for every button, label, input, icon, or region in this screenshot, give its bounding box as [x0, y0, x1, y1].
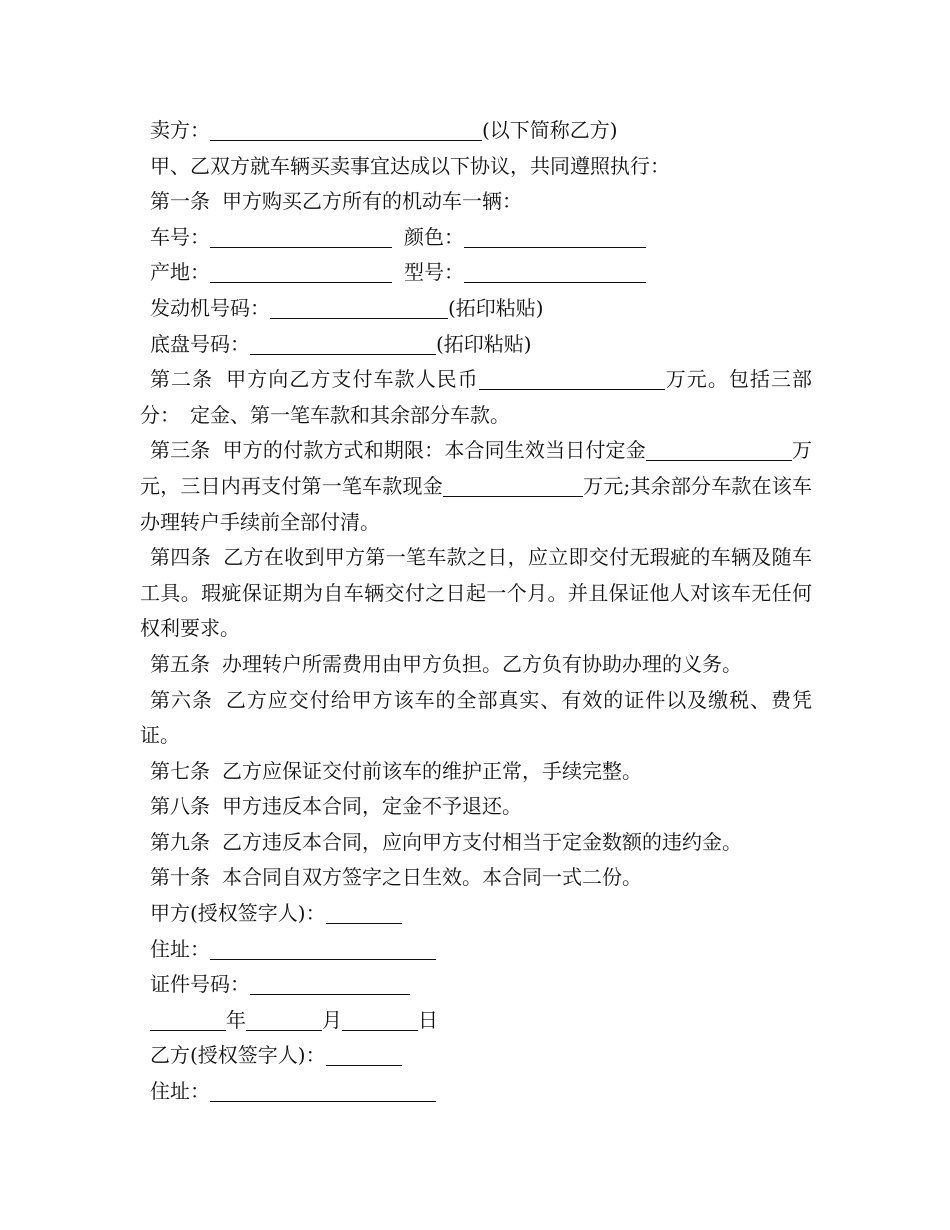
article-3-text-a: 甲方的付款方式和期限：本合同生效当日付定金 [222, 438, 646, 463]
origin-label: 产地： [150, 260, 210, 285]
article-8-title: 第八条 [150, 794, 210, 819]
article-9 [140, 825, 812, 861]
article-3-text-c: 万元;其余部分车款在该车办理转户手续前全部付清。 [140, 473, 812, 534]
party-a-address-line [140, 932, 812, 968]
year-label: 年 [226, 1007, 246, 1032]
origin-model-line [140, 255, 812, 291]
article-1-title: 第一条 [150, 189, 210, 214]
article-1 [140, 184, 812, 220]
party-a-sign-blank [326, 901, 402, 924]
seller-label: 卖方： [150, 118, 210, 142]
price-blank [479, 367, 665, 390]
article-10-text: 本合同自双方签字之日生效。本合同一式二份。 [222, 865, 642, 890]
chassis-label: 底盘号码： [150, 331, 250, 356]
article-4-text: 乙方在收到甲方第一笔车款之日，应立即交付无瑕疵的车辆及随车工具。瑕疵保证期为自车辆交付之日起一个月。并且保证他人对该车无任何权利要求。 [140, 545, 812, 641]
engine-label: 发动机号码： [150, 295, 270, 320]
day-label: 日 [418, 1007, 438, 1032]
chassis-suffix: (拓印粘贴) [436, 331, 532, 356]
article-6-title: 第六条 [150, 687, 213, 712]
engine-line [140, 291, 812, 327]
engine-blank [270, 296, 448, 319]
article-9-text: 乙方违反本合同，应向甲方支付相当于定金数额的违约金。 [222, 829, 742, 854]
intro-line: 甲、乙双方就车辆买卖事宜达成以下协议，共同遵照执行： [150, 153, 670, 178]
date-line [140, 1003, 812, 1039]
deposit-blank [646, 438, 776, 461]
model-blank [464, 260, 646, 283]
article-3-title: 第三条 [150, 438, 211, 463]
party-b-sign-blank [326, 1043, 402, 1066]
article-6 [140, 683, 812, 754]
article-7-text: 乙方应保证交付前该车的维护正常，手续完整。 [222, 758, 642, 783]
party-b-address-line [140, 1074, 812, 1110]
article-3 [140, 433, 812, 540]
article-5 [140, 647, 812, 683]
article-7 [140, 754, 812, 790]
plate-label: 车号： [150, 224, 210, 249]
chassis-line [140, 327, 812, 363]
party-a-id-line [140, 967, 812, 1003]
month-blank [246, 1008, 322, 1031]
party-b-address-label: 住址： [150, 1079, 210, 1104]
model-label: 型号： [404, 260, 464, 285]
article-2-title: 第二条 [150, 367, 214, 392]
article-6-text: 乙方应交付给甲方该车的全部真实、有效的证件以及缴税、费凭证。 [140, 687, 813, 748]
article-4-title: 第四条 [150, 545, 211, 570]
party-b-sign-line [140, 1038, 812, 1074]
article-5-title: 第五条 [150, 651, 210, 676]
seller-blank [210, 118, 482, 141]
year-blank [150, 1008, 226, 1031]
article-9-title: 第九条 [150, 829, 210, 854]
article-3-text-b: 万元，三日内再支付第一笔车款现金 [140, 438, 813, 498]
seller-line [140, 113, 812, 149]
day-blank [342, 1008, 418, 1031]
engine-suffix: (拓印粘贴) [448, 295, 544, 320]
party-b-sign-label: 乙方(授权签字人)： [150, 1043, 326, 1068]
article-2-text-a: 甲方向乙方支付车款人民币 [225, 367, 479, 392]
article-5-text: 办理转户所需费用由甲方负担。乙方负有协助办理的义务。 [222, 651, 742, 676]
party-a-address-label: 住址： [150, 936, 210, 961]
deposit-blank-cont [776, 438, 792, 461]
origin-blank [210, 260, 392, 283]
party-a-sign-label: 甲方(授权签字人)： [150, 901, 326, 926]
article-1-text: 甲方购买乙方所有的机动车一辆： [222, 189, 522, 214]
article-2-text-b: 万元。包括三部分： 定金、第一笔车款和其余部分车款。 [140, 367, 813, 427]
article-8-text: 甲方违反本合同，定金不予退还。 [222, 794, 522, 819]
party-b-address-blank [210, 1079, 436, 1102]
plate-color-line [140, 220, 812, 256]
plate-blank [210, 225, 392, 248]
article-2 [140, 362, 812, 433]
article-10 [140, 860, 812, 896]
first-payment-blank [443, 474, 583, 497]
seller-suffix: (以下简称乙方) [482, 118, 618, 142]
party-a-address-blank [210, 937, 436, 960]
party-a-id-label: 证件号码： [150, 972, 250, 997]
party-a-sign-line [140, 896, 812, 932]
color-blank [464, 225, 646, 248]
article-4 [140, 540, 812, 647]
article-10-title: 第十条 [150, 865, 210, 890]
color-label: 颜色： [404, 224, 464, 249]
contract-page [140, 113, 812, 1110]
chassis-blank [250, 332, 436, 355]
party-a-id-blank [250, 972, 410, 995]
article-8 [140, 789, 812, 825]
month-label: 月 [322, 1007, 342, 1032]
article-7-title: 第七条 [150, 758, 210, 783]
